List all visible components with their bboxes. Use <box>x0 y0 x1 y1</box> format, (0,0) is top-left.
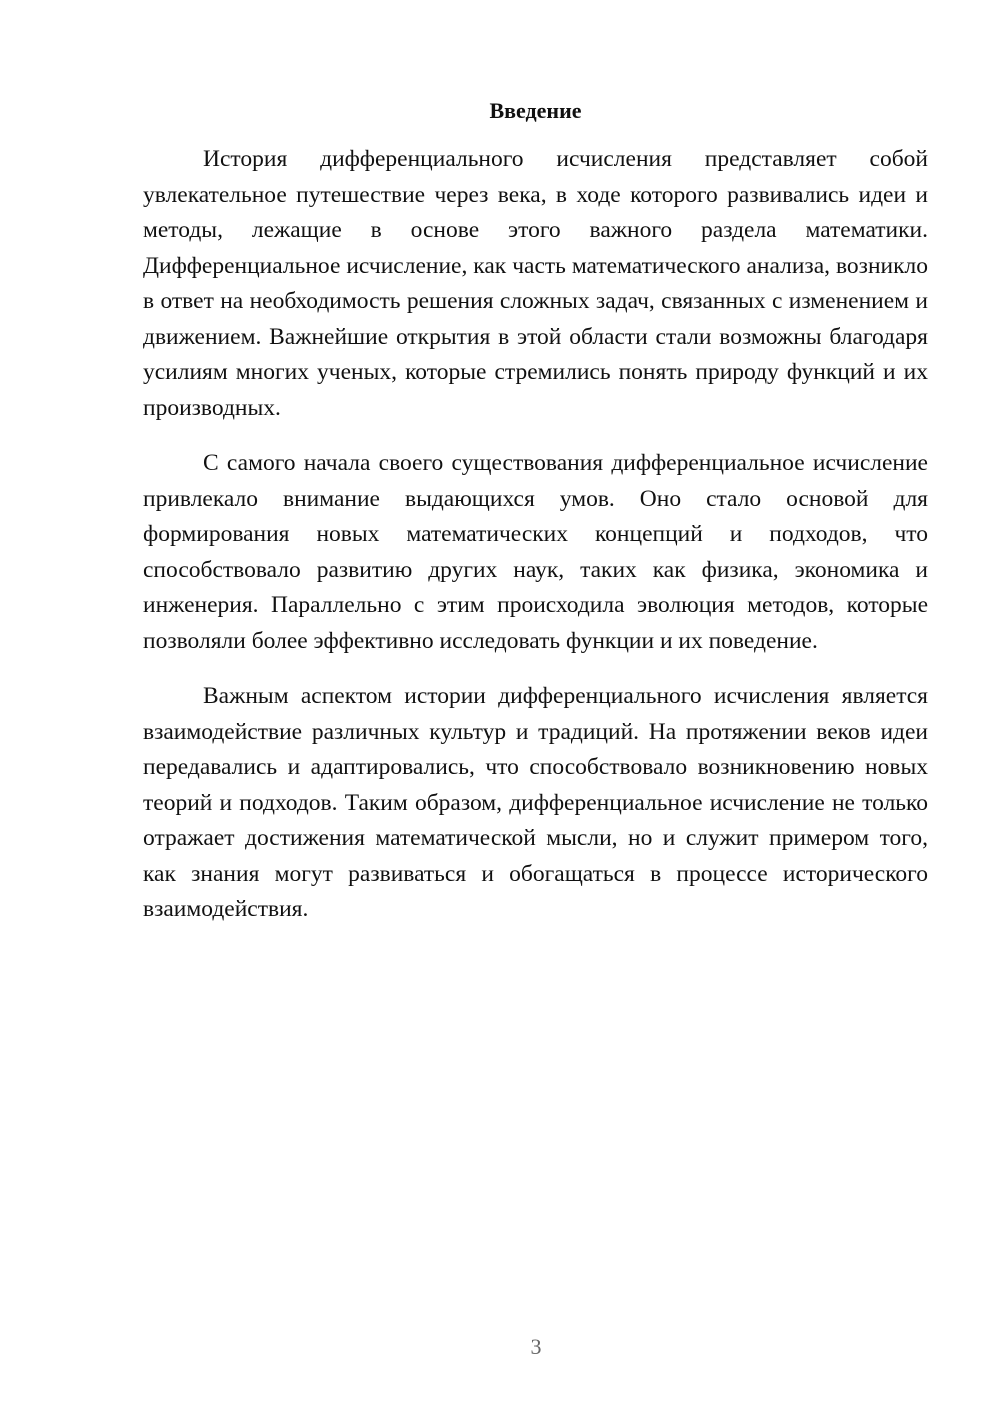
paragraph-2: С самого начала своего существования дифференциальное исчисление привлекало внимание выдающихся умов. Оно стало основой для формирования новых математических концепций и подходов, что способствовало развитию других наук, таких как физика, экономика и инженерия. Параллельно с этим происходила эволюция методов, которые позволяли более эффективно исследовать функции и их поведение. <box>143 450 928 654</box>
paragraph-1: История дифференциального исчисления представляет собой увлекательное путешествие через века, в ходе которого развивались идеи и методы, лежащие в основе этого важного раздела математики. Дифференциальное исчисление, как часть математического анализа, возникло в ответ на необходимость решения сложных задач, связанных с изменением и движением. Важнейшие открытия в этой области стали возможны благодаря усилиям многих ученых, которые стремились понять природу функций и их производных. <box>143 146 928 421</box>
paragraph-3: Важным аспектом истории дифференциального исчисления является взаимодействие различных культур и традиций. На протяжении веков идеи передавались и адаптировались, что способствовало возникновению новых теорий и подходов. Таким образом, дифференциальное исчисление не только отражает достижения математической мысли, но и служит примером того, как знания могут развиваться и обогащаться в процессе исторического взаимодействия. <box>143 683 928 922</box>
page-number: 3 <box>530 1334 542 1359</box>
page-content <box>143 96 928 948</box>
section-title: Введение <box>489 98 582 123</box>
